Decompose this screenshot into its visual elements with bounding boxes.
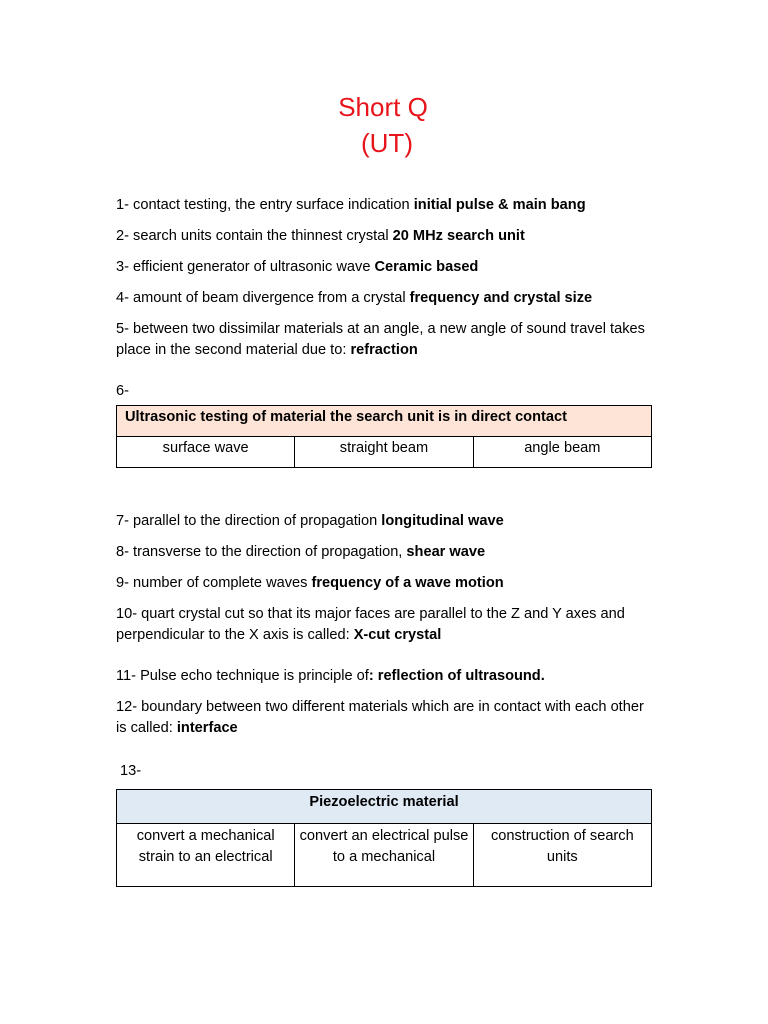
- table-cell: surface wave: [117, 437, 295, 468]
- table-header: Piezoelectric material: [117, 790, 652, 824]
- table-header: Ultrasonic testing of material the search unit is in direct contact: [117, 406, 652, 437]
- question-11: 11- Pulse echo technique is principle of: reflection of ultrasound.: [116, 668, 545, 684]
- question-12: 12- boundary between two different materials which are in contact with each other is called: interface: [116, 699, 644, 736]
- question-5: 5- between two dissimilar materials at an angle, a new angle of sound travel takes place in the second material due to: refraction: [116, 321, 645, 358]
- question-7: 7- parallel to the direction of propagation longitudinal wave: [116, 513, 504, 529]
- question-9: 9- number of complete waves frequency of a wave motion: [116, 575, 504, 591]
- table-cell: straight beam: [295, 437, 473, 468]
- table-cell: angle beam: [473, 437, 651, 468]
- table-cell: convert a mechanical strain to an electrical: [117, 824, 295, 887]
- table-cell: convert an electrical pulse to a mechanical: [295, 824, 473, 887]
- question-8: 8- transverse to the direction of propagation, shear wave: [116, 544, 486, 560]
- question-1: 1- contact testing, the entry surface indication initial pulse & main bang: [116, 197, 586, 213]
- page-title: Short Q: [338, 92, 428, 122]
- page-subtitle: (UT): [361, 128, 413, 158]
- table-cell: construction of search units: [473, 824, 651, 887]
- question-3: 3- efficient generator of ultrasonic wave Ceramic based: [116, 259, 479, 275]
- question-4: 4- amount of beam divergence from a crystal frequency and crystal size: [116, 290, 593, 306]
- question-6-label: 6-: [116, 383, 129, 399]
- question-2: 2- search units contain the thinnest crystal 20 MHz search unit: [116, 228, 525, 244]
- question-13-label: 13-: [120, 763, 142, 779]
- question-10: 10- quart crystal cut so that its major faces are parallel to the Z and Y axes and perpendicular to the X axis is called: X-cut crystal: [116, 606, 625, 643]
- table-direct-contact: [116, 405, 652, 468]
- table-piezoelectric: [116, 789, 652, 887]
